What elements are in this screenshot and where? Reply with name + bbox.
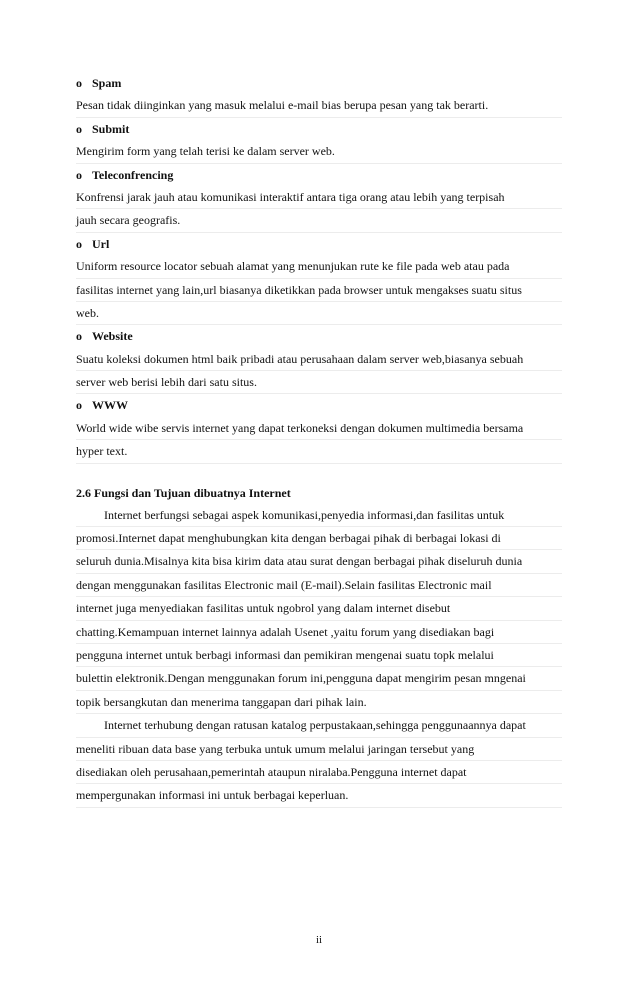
definition-line: fasilitas internet yang lain,url biasanya diketikkan pada browser untuk mengakses suatu situs [76,279,562,302]
definition-line: Konfrensi jarak jauh atau komunikasi interaktif antara tiga orang atau lebih yang terpisah [76,186,562,209]
glossary-term-line [76,118,562,140]
glossary-term-line [76,233,562,255]
paragraph-line: bulettin elektronik.Dengan menggunakan forum ini,pengguna dapat mengirim pesan mngenai [76,667,562,690]
definition-line: Uniform resource locator sebuah alamat yang menunjukan rute ke file pada web atau pada [76,255,562,278]
glossary-entry-spam [76,72,562,118]
glossary-term: Url [92,236,110,251]
glossary-term: Teleconfrencing [92,167,174,182]
paragraph-2 [76,714,562,808]
glossary-term-line [76,394,562,416]
definition-line: hyper text. [76,440,562,463]
glossary-term: WWW [92,398,128,413]
definition-line: Mengirim form yang telah terisi ke dalam server web. [76,140,562,163]
document-page [76,72,562,808]
bullet-marker: o [76,121,82,136]
paragraph-line: promosi.Internet dapat menghubungkan kita dengan berbagai pihak di berbagai lokasi di [76,527,562,550]
glossary-term-line [76,72,562,94]
glossary-entry-website [76,325,562,394]
paragraph-line: Internet berfungsi sebagai aspek komunikasi,penyedia informasi,dan fasilitas untuk [76,504,562,527]
section-heading: 2.6 Fungsi dan Tujuan dibuatnya Internet [76,485,291,500]
glossary-entry-www [76,394,562,463]
paragraph-line: disediakan oleh perusahaan,pemerintah ataupun niralaba.Pengguna internet dapat [76,761,562,784]
page-number: ii [315,934,323,946]
paragraph-line: seluruh dunia.Misalnya kita bisa kirim data atau surat dengan berbagai pihak diseluruh dunia [76,550,562,573]
bullet-marker: o [76,236,82,251]
definition-line: server web berisi lebih dari satu situs. [76,371,562,394]
glossary-term-line [76,164,562,186]
glossary-term: Spam [92,76,122,90]
paragraph-line: meneliti ribuan data base yang terbuka untuk umum melalui jaringan tersebut yang [76,738,562,761]
glossary-entry-url [76,233,562,326]
definition-line: jauh secara geografis. [76,209,562,232]
paragraph-1 [76,504,562,715]
bullet-marker: o [76,76,82,90]
paragraph-line: pengguna internet untuk berbagi informasi dan pemikiran mengenai suatu topk melalui [76,644,562,667]
glossary-term: Website [92,329,133,344]
paragraph-line: mempergunakan informasi ini untuk berbagai keperluan. [76,784,562,807]
bullet-marker: o [76,329,82,344]
paragraph-line: dengan menggunakan fasilitas Electronic mail (E-mail).Selain fasilitas Electronic mail [76,574,562,597]
paragraph-line: chatting.Kemampuan internet lainnya adalah Usenet ,yaitu forum yang disediakan bagi [76,621,562,644]
section-spacer [76,464,562,482]
glossary-entry-submit [76,118,562,164]
glossary-term: Submit [92,121,130,136]
paragraph-line: internet juga menyediakan fasilitas untuk ngobrol yang dalam internet disebut [76,597,562,620]
paragraph-line: topik bersangkutan dan menerima tanggapan dari pihak lain. [76,691,562,714]
definition-line: World wide wibe servis internet yang dapat terkoneksi dengan dokumen multimedia bersama [76,417,562,440]
glossary-entry-teleconfrencing [76,164,562,233]
paragraph-line: Internet terhubung dengan ratusan katalog perpustakaan,sehingga penggunaannya dapat [76,714,562,737]
definition-line: web. [76,302,562,325]
bullet-marker: o [76,398,82,413]
bullet-marker: o [76,167,82,182]
definition-line: Suatu koleksi dokumen html baik pribadi atau perusahaan dalam server web,biasanya sebuah [76,348,562,371]
definition-line: Pesan tidak diinginkan yang masuk melalui e-mail bias berupa pesan yang tak berarti. [76,94,562,117]
glossary-term-line [76,325,562,347]
